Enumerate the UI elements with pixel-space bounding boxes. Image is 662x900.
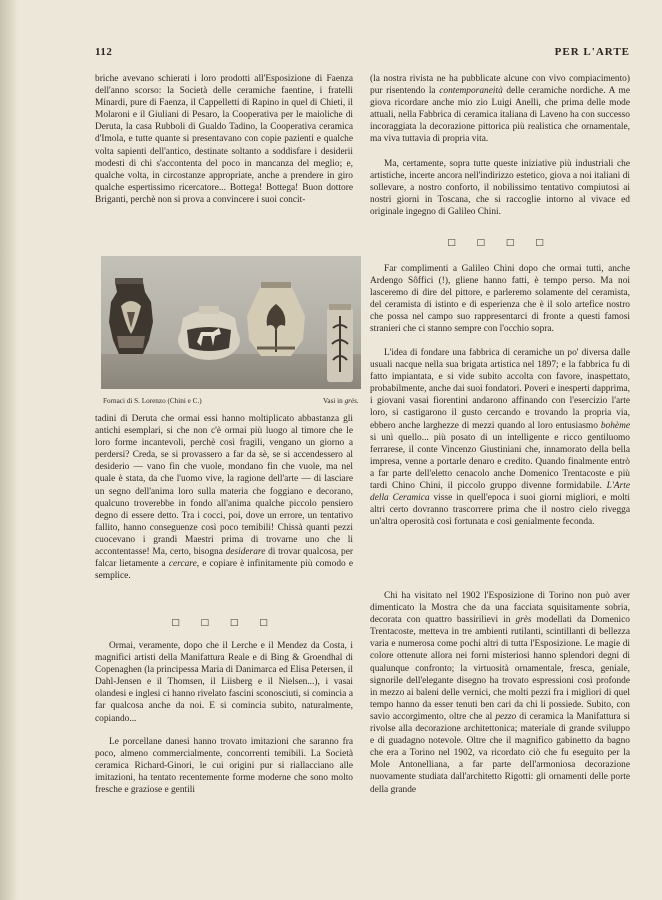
col1-top-paragraph: briche avevano schierati i loro prodotti all'Esposizione di Faenza dell'anno scorso: la Società delle ceramiche faentine, i fratelli Minardi, pure di Faenza, il Cappelletti di Rapino in quel di Chieti, il Molaroni e il Giuliani di Pesaro, la Cooperativa per le maioliche di Deruta, la casa Rubboli di Gualdo Tadino, la Cooperativa ceramica d'Imola, e tutte quante si presentavano con copie pazienti e qualche volta sapienti dell'antico, destinate soltanto a soddisfare i desiderii modesti di chi s'accontenta del poco in mancanza del meglio; e, qualche volta, in circostanze appropriate, anche a prendere in giro qualche espertissimo ricercatore... Bottega! Bottega! Buon dottore Briganti, perchè non si prova a convincere i suoi concit- (95, 74, 353, 205)
col1-mid-text-2: di trovar qualcosa, per falcar lietamente a (95, 547, 354, 570)
vases-photograph (101, 256, 361, 389)
figure-caption-left: Fornaci di S. Lorenzo (Chini e C.) (103, 397, 202, 405)
col2-paragraph-3: Far complimenti a Galileo Chini dopo che ormai tutti, anche Ardengo Sôffici (!), gliene hanno fatti, è tempo perso. Ma noi lasceremo di dire del pittore, e parleremo solamente del ceramista, del ceramista di istinto e di esperienza che è il solo artefice nostro che possa nel campo suo rappresentarci di fronte a questi famosi stranieri che ci stanno sempre con l'occhio sopra. (370, 264, 630, 335)
page-header (95, 46, 630, 60)
figure-caption-right (323, 397, 359, 405)
col2-p4-text-c: si unì quello... più posato di un intelligente e ricco gentiluomo ferrarese, il conte Vincenzo Giustiniani che, innamorato della bella impresa, venne a portarle denaro e credito. Quando finalmente entrò a far parte dell'eletto cenacolo anche Domenico Trentacoste e più tardi Chino Chini, il piccolo gruppo divenne formidabile. (370, 432, 630, 492)
binding-gutter (0, 0, 18, 900)
col2-p4-text-a: L'idea di fondare una fabbrica di ceramiche un po' diversa dalle usuali nacque nella sua brigata artistica nel 1897; e la fabbrica fu di fatto impiantata, e si vide subito accolta con favore, inaspettato, probabilmente, anche dai suoi fondatori. Poveri e inesperti dapprima, i giovani vasai fiorentini andarono affinando con l'esercizio l'arte loro, si castigarono il gusto cercando e trovando la propria via, ebbero anche larghezze di mezzi quando al loro entusiasmo (370, 348, 630, 431)
col2-p4-text-e: visse in quell'epoca i suoi giorni migliori, e molti altri certo dovranno trascorrere prima che il nostro cielo rivegga un'altra operosità così fortunata e così genialmente feconda. (370, 493, 630, 528)
caption-right-text: Vasi in (323, 397, 345, 405)
col2-p5-text-a: Chi ha visitato nel 1902 l'Esposizione di Torino non può aver dimenticato la Mostra che da una facciata squisitamente sobria, decorata con quattro bassirilievi in (370, 591, 630, 626)
vase-3 (247, 282, 305, 356)
col1-mid-italic-1: desiderare (225, 547, 266, 558)
vase-1 (109, 278, 153, 354)
col2-paragraph-1 (370, 73, 630, 146)
vases-illustration (101, 256, 361, 389)
section-separator-2: □ □ □ □ (447, 238, 553, 248)
col2-p5-text-e: di ceramica la Manifattura si rivolse alla decorazione architettonica; materiale di grande sviluppo e di guadagno notevole. Oltre che il magnifico gabinetto da bagno che era a Torino nel 1902, va ricordato ciò che fu eseguito per la Mole Antonelliana, a far parte dell'armoniosa decorazione nuovamente studiata dall'architetto Rigotti: gli ornamenti delle porte della grande (370, 711, 631, 795)
col2-p1-text-a: (la nostra rivista ne ha pubblicate alcune con vivo compiacimento) pur risentendo la (370, 74, 630, 97)
running-head: PER L'ARTE (554, 46, 630, 58)
col2-p5-italic-2: pezzo (495, 711, 517, 722)
caption-right-italic: grès. (344, 397, 359, 405)
page-number: 112 (95, 46, 113, 58)
col1-mid-text-3: , e copiare è infinitamente più comodo e semplice. (95, 559, 353, 582)
col2-p1-italic: contemporaneità (439, 86, 503, 97)
col1-mid-italic-2: cercare (168, 559, 197, 570)
col2-p4-italic-1: bohème (600, 420, 630, 431)
col2-p5-italic-1: grès (515, 615, 532, 626)
col2-paragraph-5 (370, 590, 630, 796)
col2-p1-text-c: delle ceramiche nordiche. A me giova ricordare anche mio zio Luigi Anelli, che prima delle mode attuali, nella Fabbrica di ceramica italiana di Laveno ha con successo incoraggiata la decorazione pittorica più realistica che ornamentale, ma viva tuttavia di propria vita. (370, 86, 630, 145)
col1-mid-paragraph (95, 413, 353, 582)
col2-p5-text-c: modellati da Domenico Trentacoste, metteva in tre ambienti rutilanti, scintillanti di bellezza varia e numerosa come pochi altri di tutta l'Esposizione. Le magie di colore ottenute allora nei forni misteriosi hanno splendori degni di qualunque confronto; la virtuosità ornamentale, fresca, geniale, signorile dell'elegante disegno ha trovato espressioni così profonde in mezzo ai baleni delle vernici, che molti pezzi fra i migliori di quel tempo hanno da esser tenuti ben cari da chi li possiede. Subito, con savio accorgimento, oltre che al (370, 615, 630, 722)
col1-paragraph-2: Ormai, veramente, dopo che il Lerche e il Mendez da Costa, i magnifici artisti della Manifattura Reale e di Bing & Groendhal di Copenaghen (la principessa Maria di Danimarca ed Elisa Petersen, il Dahl-Jensen e il Thomsen, il Liisberg e il Nielsen...), i vasai olandesi e inglesi ci hanno rivelato fascini sconosciuti, si comincia a far qualcosa anche da noi. E si comincia subito, naturalmente, copiando... (95, 641, 353, 724)
col2-paragraph-4 (370, 347, 630, 528)
col1-mid-text: tadini di Deruta che ormai essi hanno moltiplicato abbastanza gli antichi esemplari, si che non c'è ormai più luogo al timore che le loro forme incantevoli, perchè così fragili, vengano un giorno a perdersi? Creda, se si provassero a far da sè, se si accendessero al desiderio — vano fin che vuole, mondano fin che vuole, ma nel quale è stata, da che l'uomo vive, la ragione dell'arte — di lasciare un segno dell'anima loro sulla materia che foggiano e decorano, qualcuno troverebbe in fondo all'anima qualche piccolo pensiero degno di essere detto. Tra i cocci, poi, dove un errore, un tentativo fallito, hanno conseguenze così poco temibili! Chissà quanti pezzi cuocevano i grandi Maestri prima di trovarne uno che li accontentasse! Ma, certo, bisogna (95, 414, 353, 558)
col2-p4-italic-2: L'Arte della Ceramica (370, 481, 630, 504)
col1-paragraph-3: Le porcellane danesi hanno trovato imitazioni che saranno fra poco, almeno commercialmente, concorrenti temibili. La Società ceramica Richard-Ginori, le cui origini pur si riallacciano alle imitazioni, ha tentato recentemente forme moderne che sono molto fresche e graziose e gentili (95, 737, 353, 796)
section-separator-1: □ □ □ □ (171, 618, 277, 628)
vase-4 (327, 304, 353, 382)
col2-paragraph-2: Ma, certamente, sopra tutte queste iniziative più industriali che artistiche, incerte ancora nell'indirizzo estetico, giova a noi italiani di sollevare, a nostro conforto, il nobilissimo tentativo compiutosi ai nostri giorni in Toscana, che si raccoglie intorno al vivace ed originale ingegno di Galileo Chini. (370, 159, 630, 218)
vase-2 (178, 306, 240, 360)
